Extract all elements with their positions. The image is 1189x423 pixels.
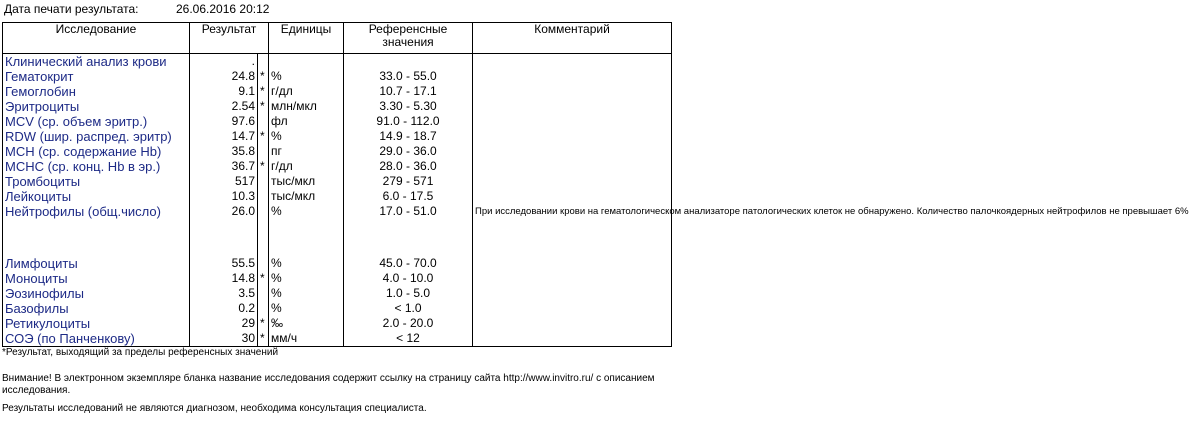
comment-cell bbox=[473, 144, 672, 159]
reference-range: 33.0 - 55.0 bbox=[344, 69, 473, 84]
table-row bbox=[3, 271, 672, 286]
result-value: 30 bbox=[190, 331, 258, 347]
test-name: СОЭ (по Панченкову) bbox=[3, 331, 190, 347]
reference-range: 2.0 - 20.0 bbox=[344, 316, 473, 331]
spacer-cell bbox=[3, 219, 190, 256]
comment-cell bbox=[473, 69, 672, 84]
unit: тыс/мкл bbox=[269, 189, 344, 204]
reference-range: 10.7 - 17.1 bbox=[344, 84, 473, 99]
out-of-range-flag bbox=[258, 204, 269, 219]
test-name: Лимфоциты bbox=[3, 256, 190, 271]
test-name: Ретикулоциты bbox=[3, 316, 190, 331]
result-value: 0.2 bbox=[190, 301, 258, 316]
reference-range bbox=[344, 54, 473, 70]
result-value: 24.8 bbox=[190, 69, 258, 84]
unit: % bbox=[269, 286, 344, 301]
reference-range: < 12 bbox=[344, 331, 473, 347]
comment-cell bbox=[473, 114, 672, 129]
disclaimer: Результаты исследований не являются диагнозом, необходима консультация специалиста. bbox=[2, 403, 427, 414]
result-value: 2.54 bbox=[190, 99, 258, 114]
table-row bbox=[3, 204, 672, 219]
test-name: Эритроциты bbox=[3, 99, 190, 114]
result-value: 10.3 bbox=[190, 189, 258, 204]
comment-cell bbox=[473, 174, 672, 189]
test-name: Клинический анализ крови bbox=[3, 54, 190, 70]
result-value: 3.5 bbox=[190, 286, 258, 301]
table-row bbox=[3, 256, 672, 271]
comment-cell bbox=[473, 84, 672, 99]
table-row bbox=[3, 99, 672, 114]
out-of-range-flag: * bbox=[258, 99, 269, 114]
site-notice-tail: с описанием bbox=[593, 373, 655, 384]
spacer-cell bbox=[269, 219, 344, 256]
reference-range: 14.9 - 18.7 bbox=[344, 129, 473, 144]
invitro-link[interactable]: http://www.invitro.ru/ bbox=[503, 373, 594, 384]
unit: мм/ч bbox=[269, 331, 344, 347]
reference-range: 17.0 - 51.0 bbox=[344, 204, 473, 219]
reference-range: 6.0 - 17.5 bbox=[344, 189, 473, 204]
comment-cell bbox=[473, 99, 672, 114]
out-of-range-flag: * bbox=[258, 316, 269, 331]
reference-range: 3.30 - 5.30 bbox=[344, 99, 473, 114]
reference-range: 28.0 - 36.0 bbox=[344, 159, 473, 174]
test-name: Тромбоциты bbox=[3, 174, 190, 189]
comment-cell bbox=[473, 159, 672, 174]
test-name: Лейкоциты bbox=[3, 189, 190, 204]
reference-range: 29.0 - 36.0 bbox=[344, 144, 473, 159]
out-of-range-flag bbox=[258, 256, 269, 271]
unit: г/дл bbox=[269, 84, 344, 99]
result-value: 9.1 bbox=[190, 84, 258, 99]
unit: млн/мкл bbox=[269, 99, 344, 114]
unit: % bbox=[269, 69, 344, 84]
col-reference-header: Референсные значения bbox=[344, 23, 473, 54]
comment-cell bbox=[473, 331, 672, 347]
print-header bbox=[4, 2, 270, 16]
result-value: 14.7 bbox=[190, 129, 258, 144]
col-comment-header: Комментарий bbox=[473, 23, 672, 54]
out-of-range-flag bbox=[258, 144, 269, 159]
table-row bbox=[3, 286, 672, 301]
unit: % bbox=[269, 204, 344, 219]
test-name: Гематокрит bbox=[3, 69, 190, 84]
comment-cell bbox=[473, 301, 672, 316]
print-date-label: Дата печати результата: bbox=[4, 2, 139, 16]
test-name: RDW (шир. распред. эритр) bbox=[3, 129, 190, 144]
table-row bbox=[3, 84, 672, 99]
out-of-range-flag bbox=[258, 301, 269, 316]
table-row bbox=[3, 54, 672, 70]
comment-cell bbox=[473, 189, 672, 204]
result-value: 14.8 bbox=[190, 271, 258, 286]
reference-range: 279 - 571 bbox=[344, 174, 473, 189]
test-name: Гемоглобин bbox=[3, 84, 190, 99]
result-value: 26.0 bbox=[190, 204, 258, 219]
out-of-range-flag bbox=[258, 286, 269, 301]
result-value: 97.6 bbox=[190, 114, 258, 129]
test-name: Нейтрофилы (общ.число) bbox=[3, 204, 190, 219]
flag-footnote: *Результат, выходящий за пределы референсных значений bbox=[2, 347, 279, 358]
test-name: MCV (ср. объем эритр.) bbox=[3, 114, 190, 129]
table-row bbox=[3, 301, 672, 316]
out-of-range-flag bbox=[258, 114, 269, 129]
site-notice-text: Внимание! В электронном экземпляре бланка название исследования содержит ссылку на страницу сайта bbox=[2, 373, 504, 384]
reference-range: 91.0 - 112.0 bbox=[344, 114, 473, 129]
unit: % bbox=[269, 301, 344, 316]
spacer-cell bbox=[190, 219, 258, 256]
table-row bbox=[3, 159, 672, 174]
results-body bbox=[3, 54, 1189, 347]
out-of-range-flag: * bbox=[258, 271, 269, 286]
reference-range: 1.0 - 5.0 bbox=[344, 286, 473, 301]
comment-cell bbox=[473, 271, 672, 286]
unit: тыс/мкл bbox=[269, 174, 344, 189]
spacer-cell bbox=[344, 219, 473, 256]
result-value: . bbox=[190, 54, 258, 70]
unit: ‰ bbox=[269, 316, 344, 331]
out-of-range-flag bbox=[258, 174, 269, 189]
comment-text: При исследовании крови на гематологическом анализаторе патологических клеток не обнаружено. Количество палочкоядерных нейтрофилов не превышает 6% bbox=[473, 204, 672, 256]
table-row bbox=[3, 69, 672, 84]
out-of-range-flag bbox=[258, 54, 269, 70]
print-date-value: 26.06.2016 20:12 bbox=[176, 2, 270, 16]
result-value: 35.8 bbox=[190, 144, 258, 159]
table-row bbox=[3, 114, 672, 129]
result-value: 29 bbox=[190, 316, 258, 331]
out-of-range-flag bbox=[258, 189, 269, 204]
out-of-range-flag: * bbox=[258, 84, 269, 99]
unit: г/дл bbox=[269, 159, 344, 174]
comment-cell bbox=[473, 286, 672, 301]
comment-cell bbox=[473, 129, 672, 144]
reference-range: < 1.0 bbox=[344, 301, 473, 316]
unit: % bbox=[269, 256, 344, 271]
test-name: Базофилы bbox=[3, 301, 190, 316]
out-of-range-flag: * bbox=[258, 331, 269, 347]
table-row bbox=[3, 316, 672, 331]
out-of-range-flag: * bbox=[258, 69, 269, 84]
table-header-row bbox=[3, 23, 672, 54]
col-result-header: Результат bbox=[190, 23, 269, 54]
unit: пг bbox=[269, 144, 344, 159]
comment-cell bbox=[473, 256, 672, 271]
site-notice-line2: исследования. bbox=[2, 385, 71, 396]
out-of-range-flag: * bbox=[258, 129, 269, 144]
test-name: Моноциты bbox=[3, 271, 190, 286]
site-notice bbox=[2, 373, 655, 384]
unit: % bbox=[269, 129, 344, 144]
spacer-cell bbox=[258, 219, 269, 256]
table-row bbox=[3, 129, 672, 144]
results-table bbox=[2, 22, 1189, 347]
result-value: 36.7 bbox=[190, 159, 258, 174]
test-name: MCHC (ср. конц. Hb в эр.) bbox=[3, 159, 190, 174]
result-value: 517 bbox=[190, 174, 258, 189]
out-of-range-flag: * bbox=[258, 159, 269, 174]
col-units-header: Единицы bbox=[269, 23, 344, 54]
table-row bbox=[3, 144, 672, 159]
comment-cell bbox=[473, 316, 672, 331]
test-name: Эозинофилы bbox=[3, 286, 190, 301]
comment-cell bbox=[473, 54, 672, 70]
result-value: 55.5 bbox=[190, 256, 258, 271]
table-row bbox=[3, 174, 672, 189]
table-row bbox=[3, 189, 672, 204]
test-name: MCH (ср. содержание Hb) bbox=[3, 144, 190, 159]
col-test-header: Исследование bbox=[3, 23, 190, 54]
unit: фл bbox=[269, 114, 344, 129]
unit: % bbox=[269, 271, 344, 286]
reference-range: 4.0 - 10.0 bbox=[344, 271, 473, 286]
unit bbox=[269, 54, 344, 70]
reference-range: 45.0 - 70.0 bbox=[344, 256, 473, 271]
table-row bbox=[3, 331, 672, 347]
